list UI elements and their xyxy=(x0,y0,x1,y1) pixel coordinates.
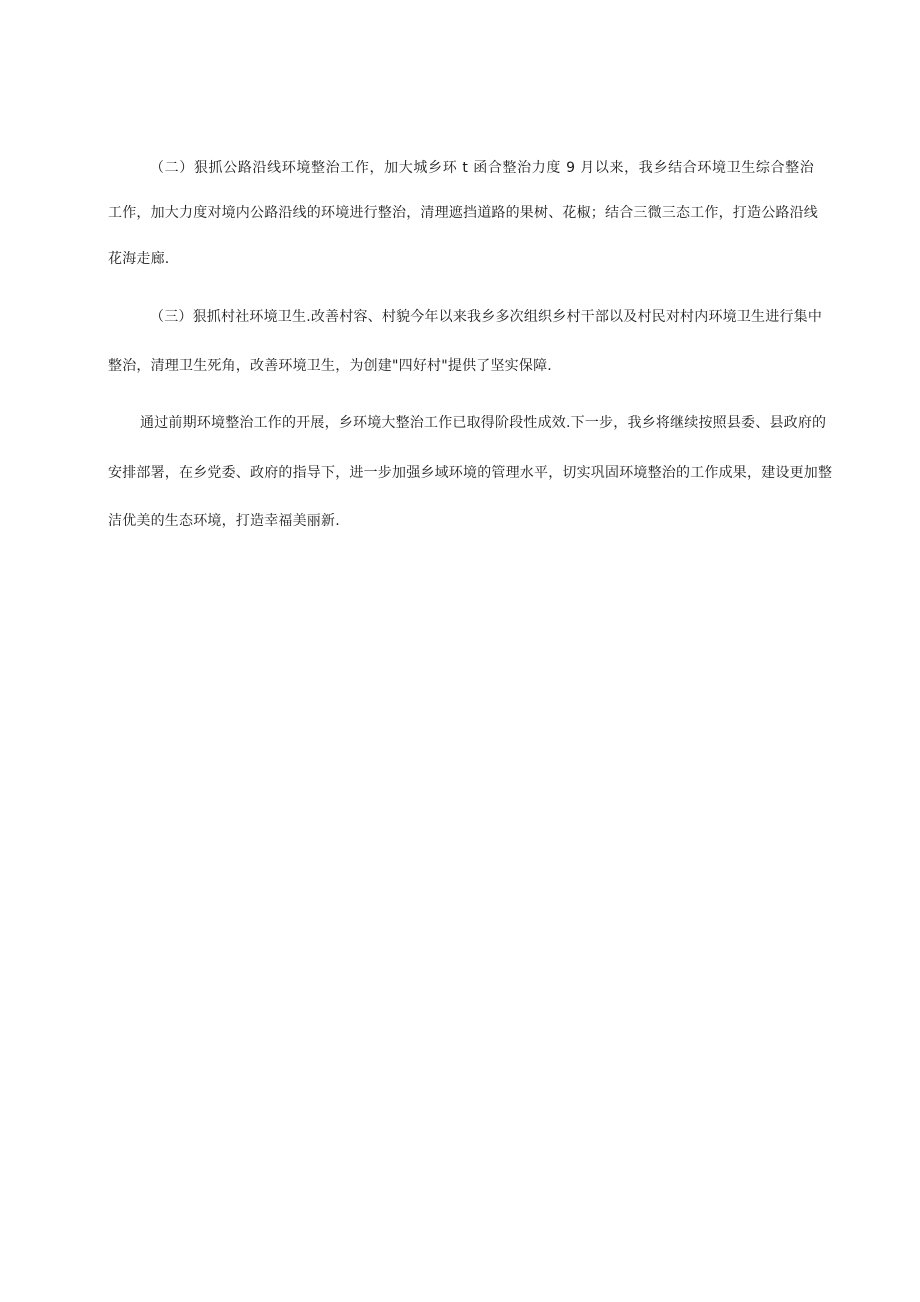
paragraph-line: 整治，清理卫生死角，改善环境卫生，为创建"四好村"提供了坚实保障. xyxy=(108,358,552,374)
paragraph-line: 花海走廊. xyxy=(108,251,170,267)
paragraph-line: （二）狠抓公路沿线环境整治工作，加大城乡环 t 函合整治力度 9 月以来，我乡结合环境卫生综合整治 xyxy=(150,160,814,176)
paragraph-line: 工作，加大力度对境内公路沿线的环境进行整治，清理遮挡道路的果树、花椒；结合三微三态工作，打造公路沿线 xyxy=(108,205,818,221)
paragraph-line: 安排部署，在乡党委、政府的指导下，进一步加强乡域环境的管理水平，切实巩固环境整治的工作成果，建设更加整 xyxy=(108,465,833,481)
paragraph-line: 洁优美的生态环境，打造幸福美丽新. xyxy=(108,513,340,529)
paragraph-line: 通过前期环境整治工作的开展，乡环境大整治工作已取得阶段性成效.下一步，我乡将继续按照县委、县政府的 xyxy=(140,415,827,431)
paragraph-line: （三）狠抓村社环境卫生.改善村容、村貌今年以来我乡多次组织乡村干部以及村民对村内环境卫生进行集中 xyxy=(150,309,823,325)
